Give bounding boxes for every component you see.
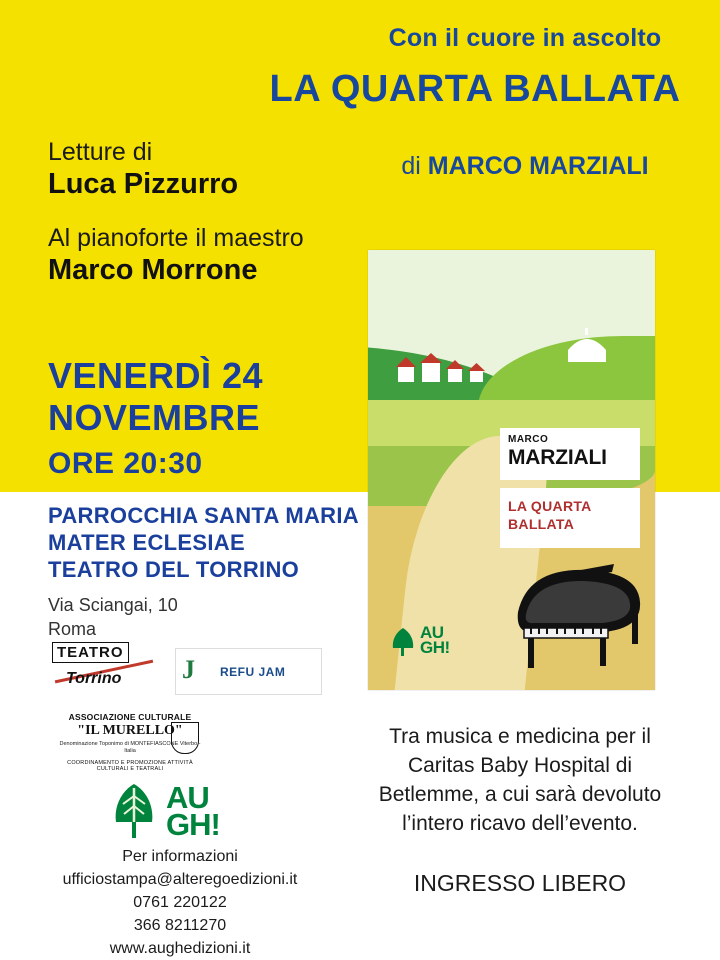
- cover-title-line-2: BALLATA: [508, 516, 575, 532]
- address-line-1: Via Sciangai, 10: [48, 595, 178, 615]
- info-phone-2: 366 8211270: [133, 917, 227, 934]
- venue-block: [48, 502, 359, 583]
- event-date-block: [48, 355, 263, 485]
- leaf-icon: [110, 782, 158, 840]
- murello-top-text: ASSOCIAZIONE CULTURALE: [68, 712, 192, 722]
- leaf-icon: [390, 627, 416, 657]
- murello-subtitle: Denominazione Toponimo di MONTEFIASCONE Viterbo - Italia: [59, 741, 201, 754]
- poster-title: LA QUARTA BALLATA: [269, 68, 681, 110]
- event-time: ORE 20:30: [48, 447, 203, 480]
- date-line-2: NOVEMBRE: [48, 397, 261, 438]
- village-icon: [394, 348, 494, 384]
- cover-publisher-line-2: GH!: [420, 638, 450, 657]
- murello-bottom-text: COORDINAMENTO E PROMOZIONE ATTIVITÀ CULTURALI E TEATRALI: [67, 760, 193, 772]
- venue-address: [48, 593, 178, 641]
- venue-line-3: TEATRO DEL TORRINO: [48, 557, 300, 582]
- cover-author-box: [500, 428, 640, 480]
- cover-title-line-1: LA QUARTA: [508, 498, 592, 514]
- murello-crest-icon: [171, 722, 199, 754]
- augh-line-2: GH!: [166, 807, 220, 842]
- author-prefix: di: [401, 152, 421, 180]
- readings-name: Luca Pizzurro: [48, 168, 239, 200]
- augh-line-1: AU: [166, 780, 209, 815]
- info-phone-1: 0761 220122: [133, 894, 227, 911]
- teatro-logo-word-1: TEATRO: [52, 642, 129, 663]
- contact-info-block: [35, 845, 325, 960]
- refu-logo-text: REFU JAM: [220, 665, 286, 679]
- teatro-logo-word-2: Torrino: [66, 670, 122, 687]
- cover-publisher-line-1: AU: [420, 623, 444, 642]
- info-website[interactable]: www.aughedizioni.it: [109, 940, 251, 957]
- book-cover-image: [368, 250, 655, 690]
- refu-logo-initial: J: [182, 655, 195, 684]
- refu-jam-logo: [175, 648, 322, 695]
- dome-icon: [564, 328, 610, 362]
- info-title: Per informazioni: [122, 848, 238, 865]
- venue-line-2: MATER ECLESIAE: [48, 530, 245, 555]
- il-murello-logo: [55, 712, 205, 772]
- murello-name: "IL MURELLO": [77, 723, 183, 738]
- piano-name: Marco Morrone: [48, 254, 258, 286]
- address-line-2: Roma: [48, 619, 97, 639]
- info-email[interactable]: ufficiostampa@alteregoedizioni.it: [62, 871, 298, 888]
- cover-publisher-logo: [390, 625, 468, 661]
- piano-label: Al pianoforte il maestro: [48, 224, 304, 252]
- cover-author-first: MARCO: [508, 434, 549, 445]
- admission-notice: INGRESSO LIBERO: [413, 870, 627, 896]
- event-description: Tra musica e medicina per il Caritas Baby Hospital di Betlemme, a cui sarà devoluto l’intero ricavo dell’evento.: [378, 725, 662, 835]
- venue-line-1: PARROCCHIA SANTA MARIA: [48, 503, 359, 528]
- augh-wordmark: [166, 780, 220, 842]
- author-name: MARCO MARZIALI: [427, 152, 649, 180]
- teatro-torrino-logo: [48, 640, 163, 696]
- poster-kicker: Con il cuore in ascolto: [388, 24, 662, 52]
- poster-author-line: [340, 152, 710, 181]
- augh-edizioni-logo: [110, 782, 240, 844]
- cover-title-box: [500, 488, 640, 548]
- cover-author-last: MARZIALI: [508, 446, 607, 469]
- grand-piano-icon: [508, 550, 655, 670]
- readings-label: Letture di: [48, 138, 153, 166]
- cover-publisher-wordmark: [420, 625, 450, 655]
- date-line-1: VENERDÌ 24: [48, 355, 264, 396]
